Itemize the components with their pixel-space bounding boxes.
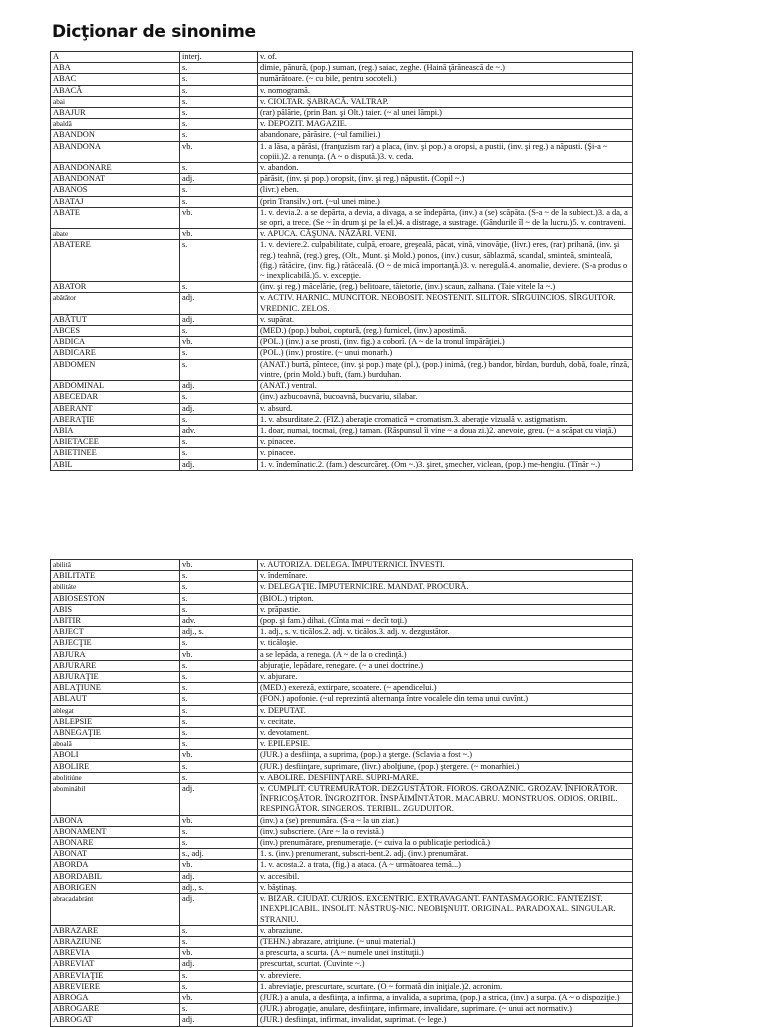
definition-cell: abandonare, părăsire. (~ul familiei.)	[258, 130, 633, 141]
part-of-speech-cell: adj., s.	[180, 627, 258, 638]
headword-cell: ABANDON	[51, 130, 180, 141]
headword-cell: ABONAMENT	[51, 826, 180, 837]
table-row	[51, 660, 633, 671]
part-of-speech-cell: s.	[180, 74, 258, 85]
part-of-speech-cell: s.	[180, 761, 258, 772]
part-of-speech-cell: s.	[180, 119, 258, 130]
table-row	[51, 739, 633, 750]
table-row	[51, 196, 633, 207]
definition-cell: v. accesibil.	[258, 871, 633, 882]
definition-cell: (inv.) azbucoavnă, bucoavnă, bucvariu, silabar.	[258, 392, 633, 403]
part-of-speech-cell: vb.	[180, 141, 258, 162]
headword-cell: abătător	[51, 293, 180, 314]
headword-cell: abilitâ	[51, 560, 180, 571]
table-row	[51, 705, 633, 716]
table-row	[51, 871, 633, 882]
part-of-speech-cell: adj.	[180, 403, 258, 414]
definition-cell: v. BIZAR. CIUDAT. CURIOS. EXCENTRIC. EXTRAVAGANT. FANTASMAGORIC. FANTEZIST. INEXPLICABIL. INSOLIT. NĂSTRUŞ-NIC. NEOBIŞNUIT. ORIGINAL. PARADOXAL. SINGULAR. STRANIU.	[258, 894, 633, 926]
headword-cell: ABATE	[51, 207, 180, 228]
part-of-speech-cell: vb.	[180, 649, 258, 660]
table-row	[51, 936, 633, 947]
definition-cell: 1. s. (inv.) prenumerant, subscri-bent.2. adj. (inv.) prenumărat.	[258, 849, 633, 860]
headword-cell: ABAC	[51, 74, 180, 85]
table-row	[51, 784, 633, 816]
definition-cell: v. ACTIV. HARNIC. MUNCITOR. NEOBOSIT. NEOSTENIT. SILITOR. SÎRGUINCIOS. SÎRGUITOR. VREDNIC. ZELOS.	[258, 293, 633, 314]
part-of-speech-cell: s., adj.	[180, 849, 258, 860]
definition-cell: numărătoare. (~ cu bile, pentru socoteli.)	[258, 74, 633, 85]
headword-cell: ABANDONA	[51, 141, 180, 162]
definition-cell: (JUR.) a desfiinţa, a suprima, (pop.) a şterge. (Sclavia a fost ~.)	[258, 750, 633, 761]
part-of-speech-cell: s.	[180, 739, 258, 750]
table-row	[51, 174, 633, 185]
table-row	[51, 761, 633, 772]
part-of-speech-cell: s.	[180, 683, 258, 694]
headword-cell: ABIL	[51, 459, 180, 470]
part-of-speech-cell: s.	[180, 936, 258, 947]
part-of-speech-cell: s.	[180, 85, 258, 96]
definition-cell: abjuraţie, lepădare, renegare. (~ a unei doctrine.)	[258, 660, 633, 671]
headword-cell: ABCES	[51, 326, 180, 337]
table-row	[51, 894, 633, 926]
definition-cell: 1. v. îndemînatic.2. (fam.) descurcăreţ. (Om ~.)3. şiret, şmecher, viclean, (pop.) me-hengiu. (Tînăr ~.)	[258, 459, 633, 470]
headword-cell: ABREVIAŢIE	[51, 970, 180, 981]
part-of-speech-cell: adj.	[180, 381, 258, 392]
part-of-speech-cell: s.	[180, 130, 258, 141]
definition-cell: v. AUTORIZA. DELEGA. ÎMPUTERNICI. ÎNVESTI.	[258, 560, 633, 571]
part-of-speech-cell: s.	[180, 582, 258, 593]
part-of-speech-cell: vb.	[180, 560, 258, 571]
table-row	[51, 1004, 633, 1015]
table-row	[51, 229, 633, 240]
table-row	[51, 359, 633, 380]
table-row	[51, 649, 633, 660]
table-row	[51, 593, 633, 604]
part-of-speech-cell: vb.	[180, 948, 258, 959]
table-row	[51, 582, 633, 593]
part-of-speech-cell: interj.	[180, 52, 258, 63]
part-of-speech-cell: adj.	[180, 784, 258, 816]
headword-cell: ABONARE	[51, 838, 180, 849]
headword-cell: ABĂTUT	[51, 314, 180, 325]
headword-cell: ABNEGAŢIE	[51, 728, 180, 739]
table-row	[51, 403, 633, 414]
part-of-speech-cell: s.	[180, 63, 258, 74]
table-row	[51, 108, 633, 119]
definition-cell: (inv. şi reg.) măcelărie, (reg.) belitoare, tăietorie, (inv.) scaun, zalhana. (Taie vitele la ~.)	[258, 282, 633, 293]
table-row	[51, 130, 633, 141]
headword-cell: ABREVIERE	[51, 981, 180, 992]
definition-cell: (POL.) (inv.) prostire. (~ unui monarh.)	[258, 348, 633, 359]
table-row	[51, 694, 633, 705]
definition-cell: 1. v. absurditate.2. (FIZ.) aberaţie cromatică = cromatism.3. aberaţie vizuală v. astigmatism.	[258, 414, 633, 425]
table-row	[51, 207, 633, 228]
table-row	[51, 414, 633, 425]
headword-cell: ABORDABIL	[51, 871, 180, 882]
headword-cell: ABOLI	[51, 750, 180, 761]
table-row	[51, 240, 633, 282]
part-of-speech-cell: s.	[180, 925, 258, 936]
table-row	[51, 672, 633, 683]
definition-cell: 1. abreviaţie, prescurtare, scurtare. (O ~ formată din iniţiale.)2. acronim.	[258, 981, 633, 992]
part-of-speech-cell: adj.	[180, 174, 258, 185]
part-of-speech-cell: s.	[180, 414, 258, 425]
headword-cell: A	[51, 52, 180, 63]
table-row	[51, 141, 633, 162]
page-title: Dicţionar de sinonime	[52, 22, 256, 42]
headword-cell: ABERANT	[51, 403, 180, 414]
part-of-speech-cell: adj.	[180, 293, 258, 314]
definition-cell: (inv.) prenumărare, prenumeraţie. (~ cuiva la o publicaţie periodică.)	[258, 838, 633, 849]
definition-cell: v. EPILEPSIE.	[258, 739, 633, 750]
definition-cell: (ANAT.) ventral.	[258, 381, 633, 392]
headword-cell: abilitáte	[51, 582, 180, 593]
headword-cell: ABDICA	[51, 337, 180, 348]
headword-cell: ABERAŢIE	[51, 414, 180, 425]
headword-cell: ABOLIRE	[51, 761, 180, 772]
synonym-table-2	[50, 559, 633, 1027]
definition-cell: a se lepăda, a renega. (A ~ de la o credinţă.)	[258, 649, 633, 660]
table-row	[51, 716, 633, 727]
table-row	[51, 838, 633, 849]
definition-cell: v. îndemînare.	[258, 571, 633, 582]
table-row	[51, 52, 633, 63]
part-of-speech-cell: adj.	[180, 959, 258, 970]
definition-cell: v. supărat.	[258, 314, 633, 325]
headword-cell: ABORIGEN	[51, 882, 180, 893]
table-row	[51, 638, 633, 649]
table-row	[51, 627, 633, 638]
part-of-speech-cell: s.	[180, 163, 258, 174]
headword-cell: ABIA	[51, 425, 180, 436]
part-of-speech-cell: s.	[180, 448, 258, 459]
definition-cell: (TEHN.) abrazare, atriţiune. (~ unui material.)	[258, 936, 633, 947]
definition-cell: v. ABOLIRE. DESFIINŢARE. SUPRI-MARE.	[258, 772, 633, 783]
definition-cell: v. DEPUTAT.	[258, 705, 633, 716]
headword-cell: ABANDONARE	[51, 163, 180, 174]
table-row	[51, 163, 633, 174]
definition-cell: (BIOL.) tripton.	[258, 593, 633, 604]
part-of-speech-cell: s.	[180, 604, 258, 615]
table-row	[51, 85, 633, 96]
headword-cell: ABDOMINAL	[51, 381, 180, 392]
part-of-speech-cell: s.	[180, 348, 258, 359]
definition-cell: (ANAT.) burtă, pîntece, (inv. şi pop.) maţe (pl.), (pop.) inimă, (reg.) bandor, bîrdan, burduh, dobă, foale, rînză, vintre, (prin Mold.) buft, (fam.) burduhan.	[258, 359, 633, 380]
part-of-speech-cell: vb.	[180, 229, 258, 240]
definition-cell: (pop. şi fam.) dihai. (Cînta mai ~ decît toţi.)	[258, 616, 633, 627]
part-of-speech-cell: s.	[180, 705, 258, 716]
headword-cell: ABROGARE	[51, 1004, 180, 1015]
headword-cell: ABRAZARE	[51, 925, 180, 936]
headword-cell: ablegat	[51, 705, 180, 716]
part-of-speech-cell: adj.	[180, 871, 258, 882]
table-row	[51, 560, 633, 571]
definition-cell: v. abjurare.	[258, 672, 633, 683]
definition-cell: 1. v. deviere.2. culpabilitate, culpă, eroare, greşeală, păcat, vină, vinovăţie, (livr.) eres, (rar) prihană, (inv. şi reg.) teahnă, (reg.) greş, (Olt., Munt. şi Mold.) ponos, (inv.) cusur, săblazmă, scandal, sminteă, sminteală, (fig.) rătăcire, (inv. fig.) rătăceală. (O ~ de mică importanţă.)3. v. neregulă.4. anomalie, deviere. (S-a produs o ~ inexplicabilă.)5. v. excepţie.	[258, 240, 633, 282]
definition-cell: (JUR.) a anula, a desfiinţa, a infirma, a invalida, a suprima, (pop.) a strica, (inv.) a surpa. (A ~ o dispoziţie.)	[258, 992, 633, 1003]
headword-cell: abaldâ	[51, 119, 180, 130]
definition-cell: (JUR.) desfiinţat, infirmat, invalidat, suprimat. (~ lege.)	[258, 1015, 633, 1026]
part-of-speech-cell: vb.	[180, 337, 258, 348]
table-row	[51, 381, 633, 392]
part-of-speech-cell: s.	[180, 1004, 258, 1015]
headword-cell: ABANDONAT	[51, 174, 180, 185]
headword-cell: ABONA	[51, 815, 180, 826]
part-of-speech-cell: adj.	[180, 459, 258, 470]
definition-cell: v. devotament.	[258, 728, 633, 739]
table-row	[51, 326, 633, 337]
headword-cell: ABIS	[51, 604, 180, 615]
definition-cell: v. DELEGAŢIE. ÎMPUTERNICIRE. MANDAT. PROCURĂ.	[258, 582, 633, 593]
definition-cell: v. nomogramă.	[258, 85, 633, 96]
table-row	[51, 437, 633, 448]
headword-cell: ABA	[51, 63, 180, 74]
headword-cell: ABDICARE	[51, 348, 180, 359]
table-row	[51, 459, 633, 470]
definition-cell: v. DEPOZIT. MAGAZIE.	[258, 119, 633, 130]
definition-cell: v. abraziune.	[258, 925, 633, 936]
headword-cell: abominábil	[51, 784, 180, 816]
definition-cell: v. of.	[258, 52, 633, 63]
part-of-speech-cell: s.	[180, 838, 258, 849]
part-of-speech-cell: s.	[180, 240, 258, 282]
part-of-speech-cell: s.	[180, 593, 258, 604]
part-of-speech-cell: s.	[180, 392, 258, 403]
part-of-speech-cell: adj., s.	[180, 882, 258, 893]
definition-cell: (POL.) (inv.) a se prosti, (inv. fig.) a coborî. (A ~ de la tronul împărăţiei.)	[258, 337, 633, 348]
headword-cell: ABDOMEN	[51, 359, 180, 380]
definition-cell: (inv.) a (se) prenumăra. (S-a ~ la un ziar.)	[258, 815, 633, 826]
definition-cell: 1. v. acosta.2. a trata, (fig.) a ataca. (A ~ următoarea temă...)	[258, 860, 633, 871]
definition-cell: 1. adj., s. v. ticălos.2. adj. v. ticălos.3. adj. v. dezgustător.	[258, 627, 633, 638]
headword-cell: ABIOSESTON	[51, 593, 180, 604]
table-row	[51, 314, 633, 325]
headword-cell: ABIETINEE	[51, 448, 180, 459]
definition-cell: v. cecitate.	[258, 716, 633, 727]
table-row	[51, 882, 633, 893]
definition-cell: (JUR.) desfiinţare, suprimare, (livr.) abolţiune, (pop.) ştergere. (~ monarhiei.)	[258, 761, 633, 772]
headword-cell: ABJECT	[51, 627, 180, 638]
headword-cell: abracadabránt	[51, 894, 180, 926]
headword-cell: ABJECŢIE	[51, 638, 180, 649]
part-of-speech-cell: s.	[180, 196, 258, 207]
table-row	[51, 571, 633, 582]
part-of-speech-cell: s.	[180, 826, 258, 837]
table-row	[51, 119, 633, 130]
definition-cell: (livr.) eben.	[258, 185, 633, 196]
part-of-speech-cell: adj.	[180, 1015, 258, 1026]
part-of-speech-cell: adv.	[180, 425, 258, 436]
headword-cell: ABIETACEE	[51, 437, 180, 448]
headword-cell: ABONAT	[51, 849, 180, 860]
part-of-speech-cell: s.	[180, 282, 258, 293]
part-of-speech-cell: s.	[180, 981, 258, 992]
table-row	[51, 392, 633, 403]
part-of-speech-cell: s.	[180, 96, 258, 107]
headword-cell: ABATAJ	[51, 196, 180, 207]
table-row	[51, 981, 633, 992]
headword-cell: ABANOS	[51, 185, 180, 196]
part-of-speech-cell: s.	[180, 108, 258, 119]
headword-cell: abolitiúne	[51, 772, 180, 783]
definition-cell: (rar) pălărie, (prin Ban. şi Olt.) taier. (~ al unei lămpi.)	[258, 108, 633, 119]
part-of-speech-cell: s.	[180, 638, 258, 649]
definition-cell: v. ticăloşie.	[258, 638, 633, 649]
part-of-speech-cell: s.	[180, 672, 258, 683]
headword-cell: ABJURA	[51, 649, 180, 660]
table-row	[51, 185, 633, 196]
table-row	[51, 728, 633, 739]
definition-cell: v. abandon.	[258, 163, 633, 174]
definition-cell: (prin Transilv.) ort. (~ul unei mine.)	[258, 196, 633, 207]
headword-cell: ABILITATE	[51, 571, 180, 582]
headword-cell: ABJURARE	[51, 660, 180, 671]
table-row	[51, 282, 633, 293]
part-of-speech-cell: s.	[180, 970, 258, 981]
headword-cell: ABATOR	[51, 282, 180, 293]
part-of-speech-cell: vb.	[180, 750, 258, 761]
table-row	[51, 948, 633, 959]
definition-cell: v. pinacee.	[258, 448, 633, 459]
definition-cell: 1. doar, numai, tocmai, (reg.) taman. (Răspunsul îi vine ~ a doua zi.)2. anevoie, greu. (~ a scăpat cu viaţă.)	[258, 425, 633, 436]
definition-cell: v. băştinaş.	[258, 882, 633, 893]
part-of-speech-cell: s.	[180, 326, 258, 337]
headword-cell: ABACĂ	[51, 85, 180, 96]
headword-cell: ABITIR	[51, 616, 180, 627]
table-row	[51, 1015, 633, 1026]
table-row	[51, 959, 633, 970]
part-of-speech-cell: s.	[180, 694, 258, 705]
definition-cell: (MED.) exereză, extirpare, scoatere. (~ apendicelui.)	[258, 683, 633, 694]
part-of-speech-cell: adj.	[180, 314, 258, 325]
part-of-speech-cell: adv.	[180, 616, 258, 627]
table-row	[51, 970, 633, 981]
part-of-speech-cell: s.	[180, 772, 258, 783]
headword-cell: abate	[51, 229, 180, 240]
headword-cell: ABREVIA	[51, 948, 180, 959]
headword-cell: aboalǎ	[51, 739, 180, 750]
part-of-speech-cell: s.	[180, 728, 258, 739]
definition-cell: 1. a lăsa, a părăsi, (franţuzism rar) a placa, (inv. şi pop.) a oropsi, a pustii, (inv. şi reg.) a năpusti. (Şi-a ~ copiii.)2. a renunţa. (A ~ o dispută.)3. v. ceda.	[258, 141, 633, 162]
headword-cell: ABJURAŢIE	[51, 672, 180, 683]
definition-cell: 1. v. devia.2. a se depărta, a devia, a divaga, a se îndepărta, (inv.) a (se) scăpăta. (S-a ~ de la subiect.)3. a da, a se opri, a trece. (Se ~ în drum şi pe la el.)4. a distrage, a sustrage. (Gândurile îl ~ de la lucru.)5. v. contraveni.	[258, 207, 633, 228]
synonym-table-1	[50, 51, 633, 471]
table-row	[51, 815, 633, 826]
definition-cell: (inv.) subscriere. (Are ~ la o revistă.)	[258, 826, 633, 837]
part-of-speech-cell: vb.	[180, 207, 258, 228]
definition-cell: v. pinacee.	[258, 437, 633, 448]
part-of-speech-cell: adj.	[180, 894, 258, 926]
headword-cell: ABLAUT	[51, 694, 180, 705]
table-row	[51, 992, 633, 1003]
definition-cell: v. absurd.	[258, 403, 633, 414]
definition-cell: v. abreviere.	[258, 970, 633, 981]
part-of-speech-cell: s.	[180, 571, 258, 582]
table-row	[51, 925, 633, 936]
headword-cell: ABATERE	[51, 240, 180, 282]
definition-cell: (FON.) apofonie. (~ul reprezintă alternanţa între vocalele din tema unui cuvînt.)	[258, 694, 633, 705]
table-row	[51, 74, 633, 85]
headword-cell: ABAJUR	[51, 108, 180, 119]
table-row	[51, 293, 633, 314]
headword-cell: ABLEPSIE	[51, 716, 180, 727]
table-row	[51, 63, 633, 74]
part-of-speech-cell: s.	[180, 716, 258, 727]
part-of-speech-cell: vb.	[180, 860, 258, 871]
part-of-speech-cell: vb.	[180, 992, 258, 1003]
headword-cell: ABECEDAR	[51, 392, 180, 403]
definition-cell: (MED.) (pop.) buboi, copturǎ, (reg.) furnicel, (inv.) apostimǎ.	[258, 326, 633, 337]
table-row	[51, 337, 633, 348]
definition-cell: (JUR.) abrogaţie, anulare, desfiinţare, infirmare, invalidare, suprimare. (~ unui act normativ.)	[258, 1004, 633, 1015]
part-of-speech-cell: s.	[180, 185, 258, 196]
definition-cell: dimie, pănură, (pop.) suman, (reg.) saiac, zeghe. (Haină ţărănească de ~.)	[258, 63, 633, 74]
headword-cell: ABROGA	[51, 992, 180, 1003]
part-of-speech-cell: s.	[180, 660, 258, 671]
table-row	[51, 616, 633, 627]
definition-cell: prescurtat, scurtat. (Cuvinte ~.)	[258, 959, 633, 970]
definition-cell: v. CUMPLIT. CUTREMURĂTOR. DEZGUSTĂTOR. FIOROS. GROAZNIC. GROZAV. ÎNFIORĂTOR. ÎNFRICOŞĂTOR. ÎNGROZITOR. ÎNSPĂIMÎNTĂTOR. MACABRU. MONSTRUOS. ODIOS. ORIBIL. RESPINGĂTOR. SINGEROS. TERIBIL. ZGUDUITOR.	[258, 784, 633, 816]
headword-cell: ABLAŢIUNE	[51, 683, 180, 694]
headword-cell: ABROGAT	[51, 1015, 180, 1026]
headword-cell: ABRAZIUNE	[51, 936, 180, 947]
table-row	[51, 96, 633, 107]
table-row	[51, 772, 633, 783]
definition-cell: v. APUCA. CĂŞUNA. NĂZĂRI. VENI.	[258, 229, 633, 240]
table-row	[51, 750, 633, 761]
definition-cell: părăsit, (inv. şi pop.) oropsit, (inv. şi reg.) năpustit. (Copil ~.)	[258, 174, 633, 185]
table-row	[51, 425, 633, 436]
definition-cell: v. prăpastie.	[258, 604, 633, 615]
table-row	[51, 849, 633, 860]
table-row	[51, 860, 633, 871]
table-row	[51, 826, 633, 837]
part-of-speech-cell: s.	[180, 437, 258, 448]
part-of-speech-cell: s.	[180, 359, 258, 380]
table-row	[51, 683, 633, 694]
table-row	[51, 448, 633, 459]
definition-cell: a prescurta, a scurta. (A ~ numele unei instituţii.)	[258, 948, 633, 959]
table-row	[51, 604, 633, 615]
headword-cell: ABORDA	[51, 860, 180, 871]
headword-cell: ABREVIAT	[51, 959, 180, 970]
definition-cell: v. CIOLTAR. ŞABRACĂ. VALTRAP.	[258, 96, 633, 107]
table-row	[51, 348, 633, 359]
headword-cell: abai	[51, 96, 180, 107]
part-of-speech-cell: vb.	[180, 815, 258, 826]
